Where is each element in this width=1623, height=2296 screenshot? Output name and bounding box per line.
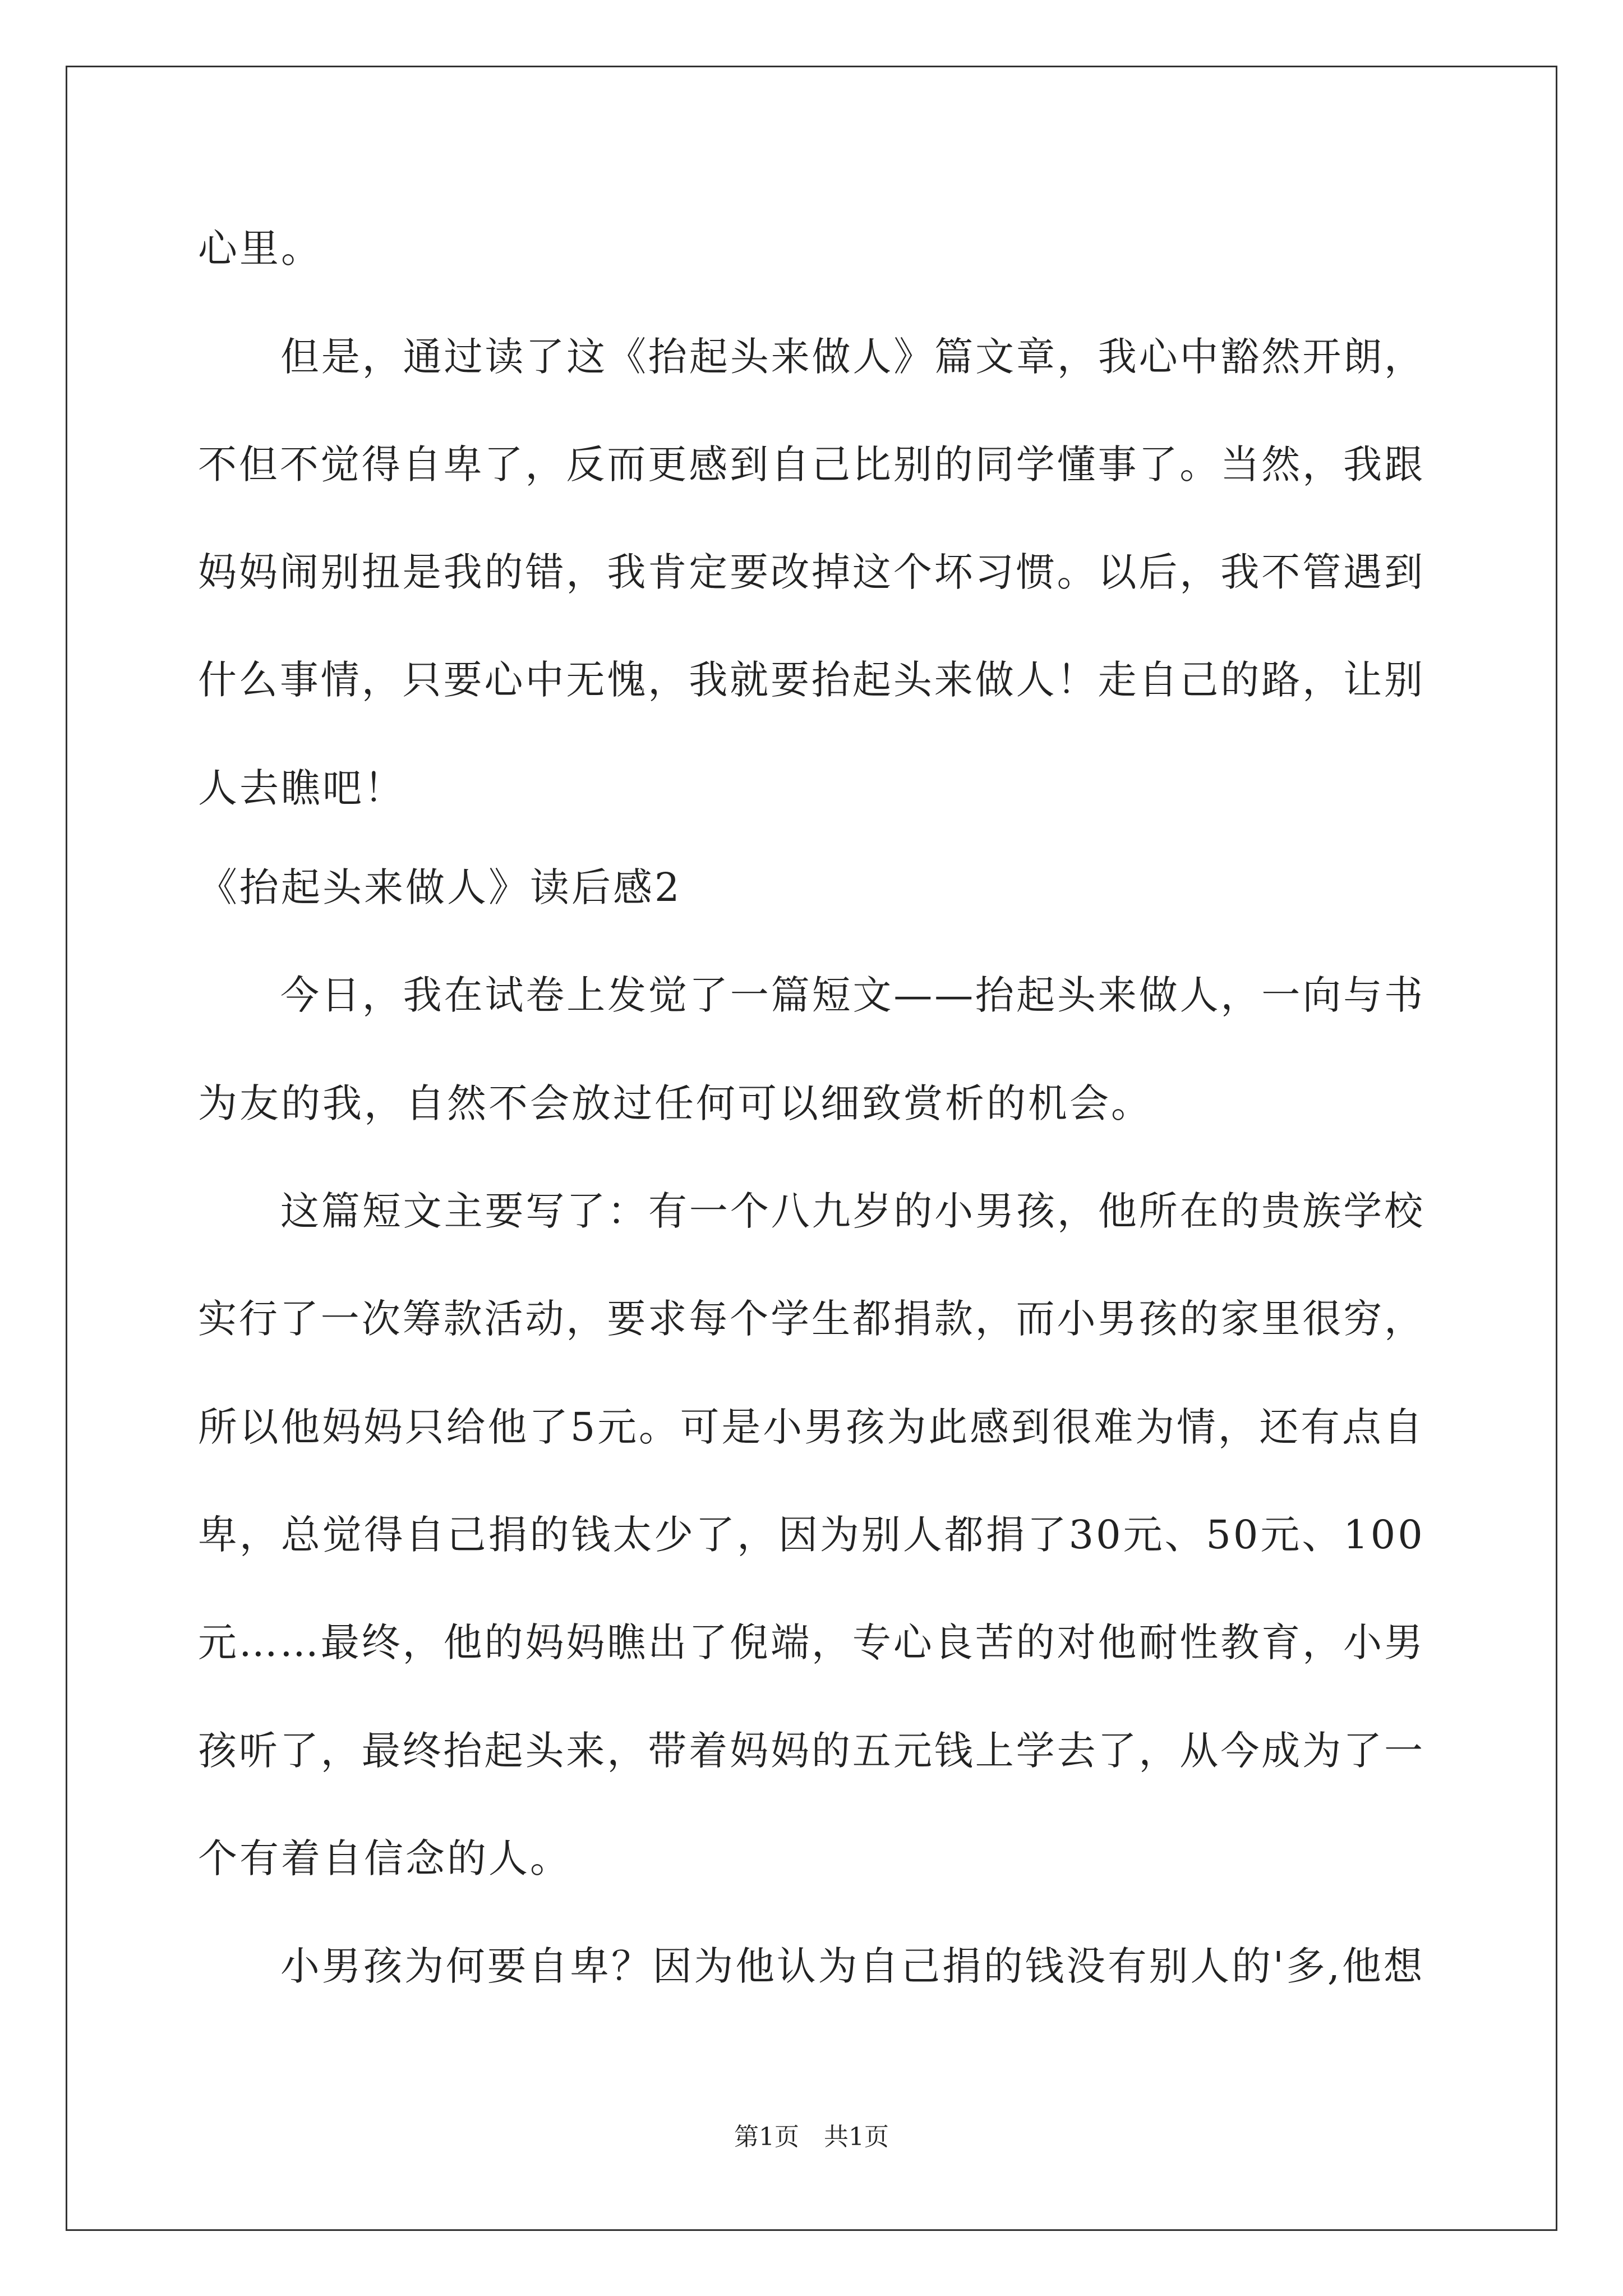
text-line-6: 人去瞧吧！: [198, 765, 405, 811]
text-line-5: 什么事情，只要心中无愧，我就要抬起头来做人！走自己的路，让别: [198, 657, 1425, 703]
section-heading: 《抬起头来做人》读后感2: [198, 864, 682, 910]
text-line-2: 但是，通过读了这《抬起头来做人》篇文章，我心中豁然开朗，: [280, 334, 1425, 380]
text-line-13: 卑，总觉得自己捐的钱太少了，因为别人都捐了30元、50元、100: [198, 1512, 1425, 1558]
text-line-9: 为友的我，自然不会放过任何可以细致赏析的机会。: [198, 1080, 1152, 1126]
text-line-4: 妈妈闹别扭是我的错，我肯定要改掉这个坏习惯。以后，我不管遇到: [198, 549, 1425, 595]
page-number-total: 共1页: [824, 2123, 889, 2151]
text-line-15: 孩听了，最终抬起头来，带着妈妈的五元钱上学去了，从今成为了一: [198, 1728, 1425, 1774]
text-line-14: 元……最终，他的妈妈瞧出了倪端，专心良苦的对他耐性教育，小男: [198, 1619, 1425, 1665]
text-line-10: 这篇短文主要写了：有一个八九岁的小男孩，他所在的贵族学校: [280, 1188, 1425, 1234]
text-line-3: 不但不觉得自卑了，反而更感到自己比别的同学懂事了。当然，我跟: [198, 441, 1425, 487]
text-line-16: 个有着自信念的人。: [198, 1835, 571, 1881]
text-line-8: 今日，我在试卷上发觉了一篇短文——抬起头来做人，一向与书: [280, 972, 1425, 1018]
page-number-current: 第1页: [734, 2123, 799, 2151]
text-line-11: 实行了一次筹款活动，要求每个学生都捐款，而小男孩的家里很穷，: [198, 1296, 1425, 1342]
page-border: [66, 66, 1557, 2231]
text-line-17: 小男孩为何要自卑？因为他认为自己捐的钱没有别人的'多,他想: [280, 1943, 1425, 1989]
text-line-12: 所以他妈妈只给他了5元。可是小男孩为此感到很难为情，还有点自: [198, 1404, 1425, 1450]
page-footer: [0, 2125, 1623, 2150]
text-line-1: 心里。: [198, 226, 322, 272]
